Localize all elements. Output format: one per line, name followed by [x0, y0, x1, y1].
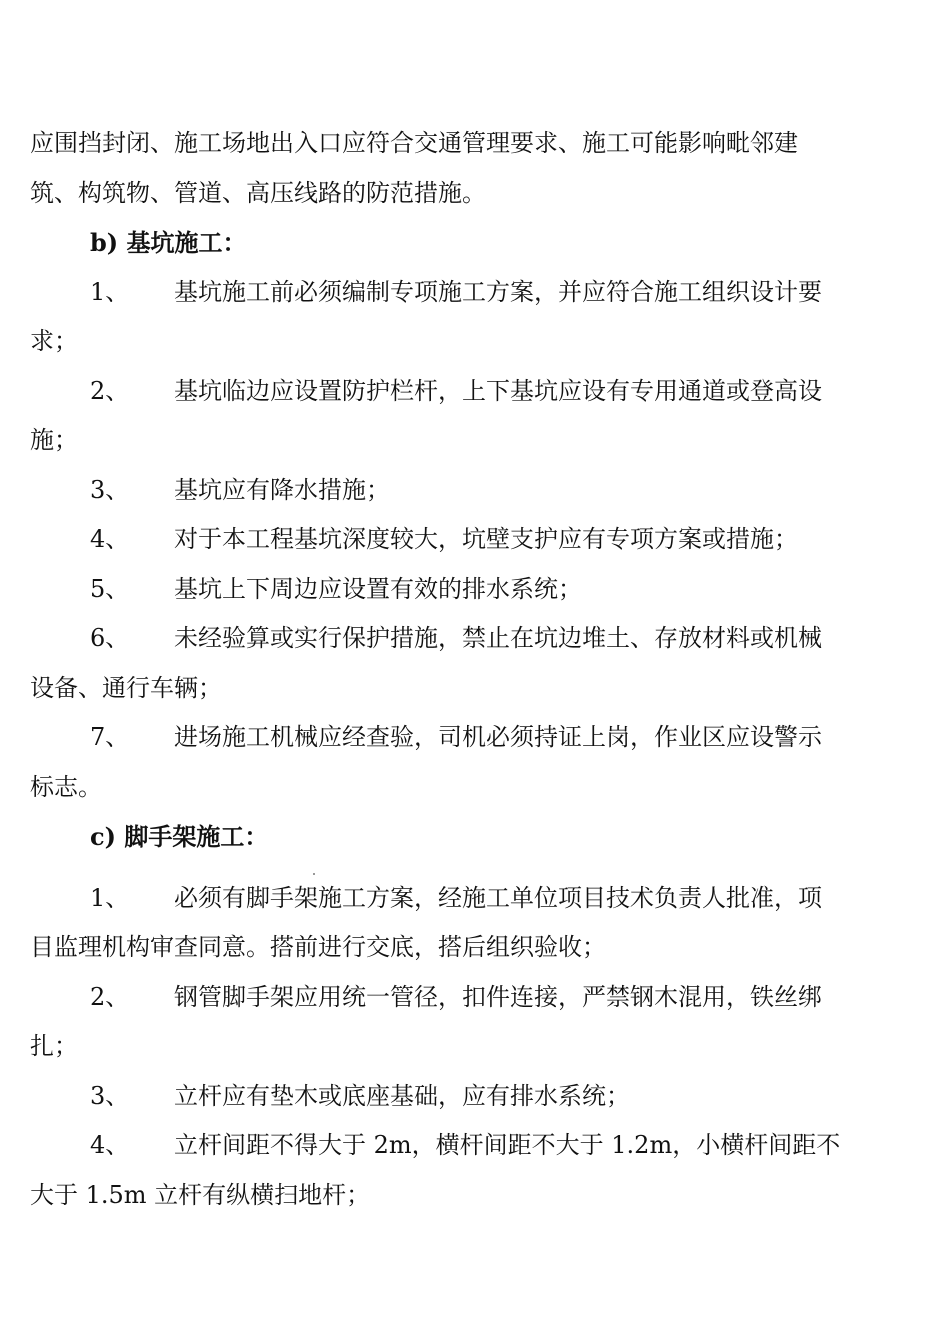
list-item [30, 1121, 862, 1171]
item-text: 基坑应有降水措施； [174, 475, 390, 504]
list-item [30, 713, 862, 763]
item-number: 5、 [90, 574, 130, 603]
item-text: 基坑临边应设置防护栏杆，上下基坑应设有专用通道或登高设 [174, 376, 822, 405]
list-item [30, 874, 862, 924]
item-number: 2、 [90, 376, 130, 405]
intro-line-2: 筑、构筑物、管道、高压线路的防范措施。 [30, 178, 486, 207]
list-item [30, 268, 862, 318]
item-number: 7、 [90, 723, 130, 751]
item-number: 3、 [90, 1081, 130, 1110]
item-text: 立杆应有垫木或底座基础，应有排水系统； [174, 1081, 630, 1110]
item-text: 基坑施工前必须编制专项施工方案，并应符合施工组织设计要 [174, 277, 822, 306]
section-c-heading: c) 脚手架施工： [90, 822, 269, 851]
item-continuation: 扎； [30, 1032, 78, 1060]
document-page [30, 119, 862, 1220]
item-continuation: 标志。 [30, 772, 102, 801]
item-continuation: 设备、通行车辆； [30, 673, 222, 702]
item-number: 3、 [90, 475, 130, 504]
item-text: 进场施工机械应经查验，司机必须持证上岗，作业区应设警示 [174, 723, 822, 751]
list-item [30, 1072, 862, 1122]
item-text: 必须有脚手架施工方案，经施工单位项目技术负责人批准，项 [174, 883, 822, 912]
list-item [30, 565, 862, 615]
item-text: 基坑上下周边应设置有效的排水系统； [174, 574, 582, 603]
list-item [30, 973, 862, 1023]
item-number: 4、 [90, 525, 130, 553]
intro-line-1: 应围挡封闭、施工场地出入口应符合交通管理要求、施工可能影响毗邻建 [30, 129, 798, 157]
item-number: 6、 [90, 624, 130, 652]
item-number: 4、 [90, 1131, 130, 1159]
item-number: 1、 [90, 883, 130, 912]
item-number: 1、 [90, 277, 130, 306]
list-item [30, 367, 862, 417]
item-text: 立杆间距不得大于 2m，横杆间距不大于 1.2m，小横杆间距不 [174, 1131, 841, 1159]
item-continuation: 目监理机构审查同意。搭前进行交底，搭后组织验收； [30, 933, 606, 961]
item-continuation: 施； [30, 426, 78, 454]
item-continuation: 大于 1.5m 立杆有纵横扫地杆； [30, 1180, 371, 1209]
stray-dot [313, 873, 315, 875]
list-item [30, 515, 862, 565]
item-text: 对于本工程基坑深度较大，坑壁支护应有专项方案或措施； [174, 525, 798, 553]
item-text: 未经验算或实行保护措施，禁止在坑边堆土、存放材料或机械 [174, 624, 822, 652]
list-item [30, 614, 862, 664]
item-continuation: 求； [30, 327, 78, 355]
item-number: 2、 [90, 982, 130, 1011]
item-text: 钢管脚手架应用统一管径，扣件连接，严禁钢木混用，铁丝绑 [174, 982, 822, 1011]
list-item [30, 466, 862, 516]
section-b-heading: b) 基坑施工： [90, 228, 247, 257]
